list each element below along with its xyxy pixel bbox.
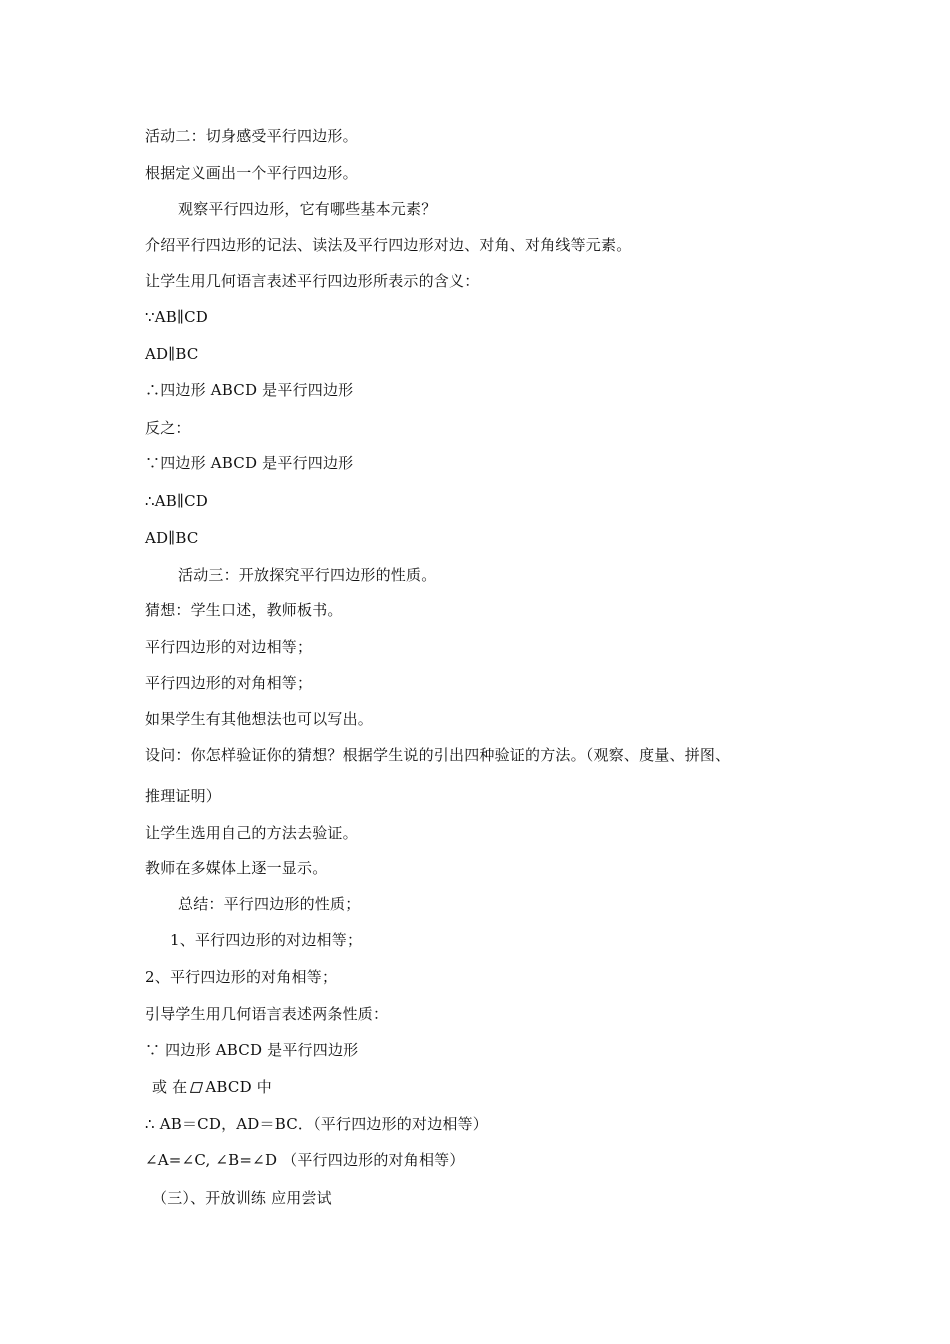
text-line: 活动三：开放探究平行四边形的性质。 [178, 566, 437, 584]
text-line: 教师在多媒体上逐一显示。 [145, 859, 328, 877]
text-line: ∠A=∠C, ∠B=∠D （平行四边形的对角相等） [145, 1151, 465, 1169]
text-line: 如果学生有其他想法也可以写出。 [145, 710, 374, 728]
text-line: ∴ AB＝CD，AD＝BC．（平行四边形的对边相等） [145, 1115, 489, 1133]
or-in-prefix: 或 在 [152, 1078, 188, 1096]
text-line: 引导学生用几何语言表述两条性质： [145, 1005, 389, 1023]
parallelogram-symbol-icon [190, 1082, 203, 1093]
text-line: 根据定义画出一个平行四边形。 [145, 164, 358, 182]
text-line: 推理证明） [145, 787, 222, 805]
text-line: ∵ 四边形 ABCD 是平行四边形 [145, 1041, 359, 1059]
text-line: ∴AB∥CD [145, 492, 209, 510]
text-line-parallelogram [152, 1077, 272, 1097]
text-line: 活动二：切身感受平行四边形。 [145, 127, 358, 145]
text-line: AD∥BC [145, 345, 199, 363]
text-line: AD∥BC [145, 529, 199, 547]
text-line: 平行四边形的对边相等； [145, 638, 313, 656]
text-line: 反之： [145, 419, 191, 437]
abcd-label: ABCD 中 [205, 1078, 272, 1096]
text-line: ∴四边形 ABCD 是平行四边形 [145, 381, 354, 399]
text-line: 让学生用几何语言表述平行四边形所表示的含义： [145, 272, 480, 290]
section-heading: （三）、开放训练 应用尝试 [152, 1189, 332, 1207]
text-line: 介绍平行四边形的记法、读法及平行四边形对边、对角、对角线等元素。 [145, 236, 632, 254]
text-line: ∵AB∥CD [145, 308, 209, 326]
text-line: 观察平行四边形，它有哪些基本元素？ [178, 200, 437, 218]
text-line: 平行四边形的对角相等； [145, 674, 313, 692]
text-line: 1、平行四边形的对边相等； [170, 931, 363, 949]
text-line: 2、平行四边形的对角相等； [145, 968, 338, 986]
text-line: 总结：平行四边形的性质； [178, 895, 361, 913]
text-line: 设问：你怎样验证你的猜想？根据学生说的引出四种验证的方法。（观察、度量、拼图、 [145, 746, 731, 764]
text-line: 让学生选用自己的方法去验证。 [145, 824, 358, 842]
text-line: 猜想：学生口述，教师板书。 [145, 601, 343, 619]
text-line: ∵四边形 ABCD 是平行四边形 [145, 454, 354, 472]
